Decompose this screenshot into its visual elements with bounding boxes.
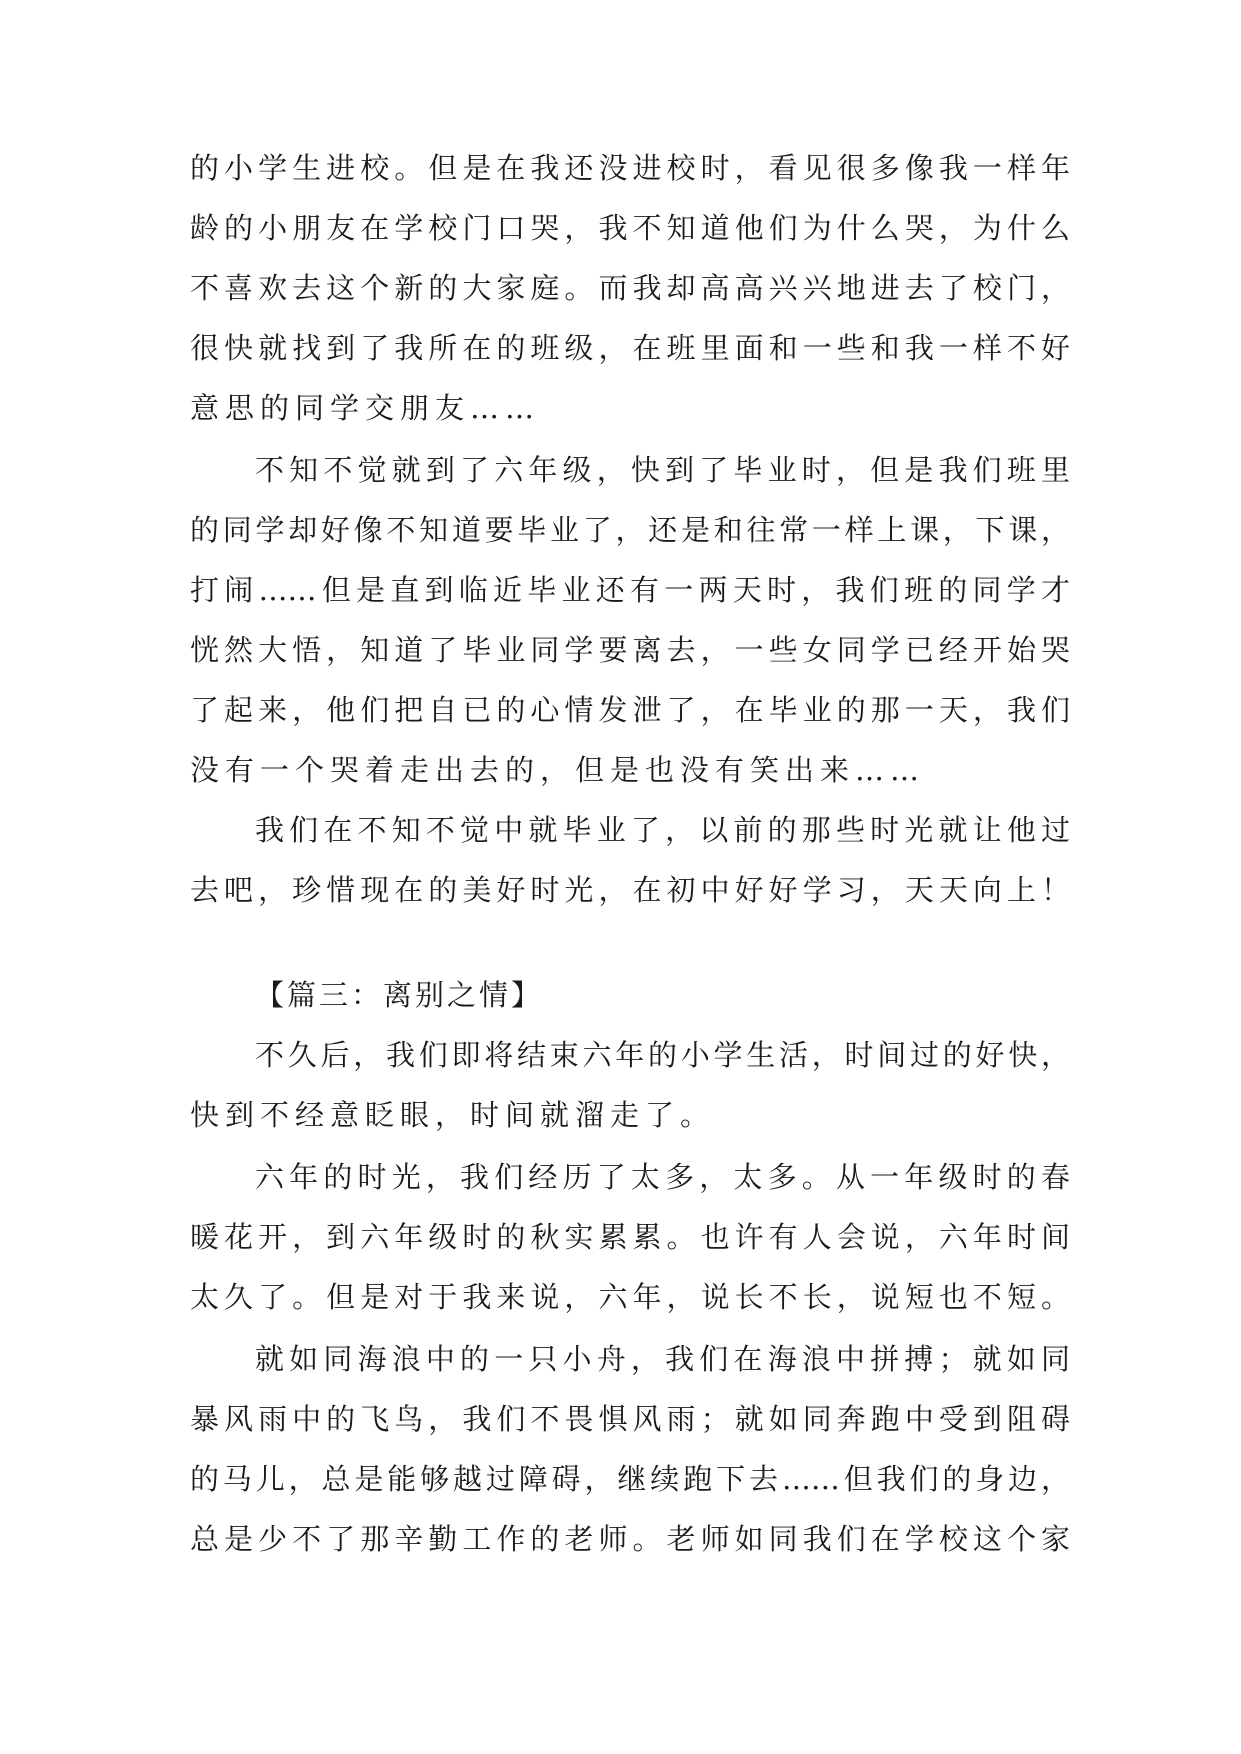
text-line: 没有一个哭着走出去的，但是也没有笑出来…… xyxy=(190,753,926,787)
text-line: 了起来，他们把自已的心情发泄了，在毕业的那一天，我们 xyxy=(190,693,1070,727)
text-line: 的马儿，总是能够越过障碍，继续跑下去……但我们的身边， xyxy=(190,1462,1070,1496)
text-line: 不知不觉就到了六年级，快到了毕业时，但是我们班里 xyxy=(255,453,1070,487)
text-line: 总是少不了那辛勤工作的老师。老师如同我们在学校这个家 xyxy=(190,1522,1070,1556)
text-line: 暴风雨中的飞鸟，我们不畏惧风雨；就如同奔跑中受到阻碍 xyxy=(190,1402,1070,1436)
text-line: 恍然大悟，知道了毕业同学要离去，一些女同学已经开始哭 xyxy=(190,633,1070,667)
text-line: 意思的同学交朋友…… xyxy=(190,391,541,425)
text-line: 就如同海浪中的一只小舟，我们在海浪中拼搏；就如同 xyxy=(255,1342,1070,1376)
text-line: 六年的时光，我们经历了太多，太多。从一年级时的春 xyxy=(255,1160,1070,1194)
text-line: 快到不经意眨眼，时间就溜走了。 xyxy=(190,1098,716,1132)
text-line: 的小学生进校。但是在我还没进校时，看见很多像我一样年 xyxy=(190,151,1070,185)
text-line: 的同学却好像不知道要毕业了，还是和往常一样上课，下课， xyxy=(190,513,1070,547)
text-line: 我们在不知不觉中就毕业了，以前的那些时光就让他过 xyxy=(255,813,1070,847)
text-line: 太久了。但是对于我来说，六年，说长不长，说短也不短。 xyxy=(190,1280,1070,1314)
section-heading: 【篇三：离别之情】 xyxy=(255,978,544,1012)
text-line: 暖花开，到六年级时的秋实累累。也许有人会说，六年时间 xyxy=(190,1220,1070,1254)
text-line: 不喜欢去这个新的大家庭。而我却高高兴兴地进去了校门， xyxy=(190,271,1070,305)
text-line: 去吧，珍惜现在的美好时光，在初中好好学习，天天向上！ xyxy=(190,873,1070,907)
text-line: 不久后，我们即将结束六年的小学生活，时间过的好快， xyxy=(255,1038,1070,1072)
text-line: 打闹……但是直到临近毕业还有一两天时，我们班的同学才 xyxy=(190,573,1070,607)
text-line: 龄的小朋友在学校门口哭，我不知道他们为什么哭，为什么 xyxy=(190,211,1070,245)
text-line: 很快就找到了我所在的班级，在班里面和一些和我一样不好 xyxy=(190,331,1070,365)
